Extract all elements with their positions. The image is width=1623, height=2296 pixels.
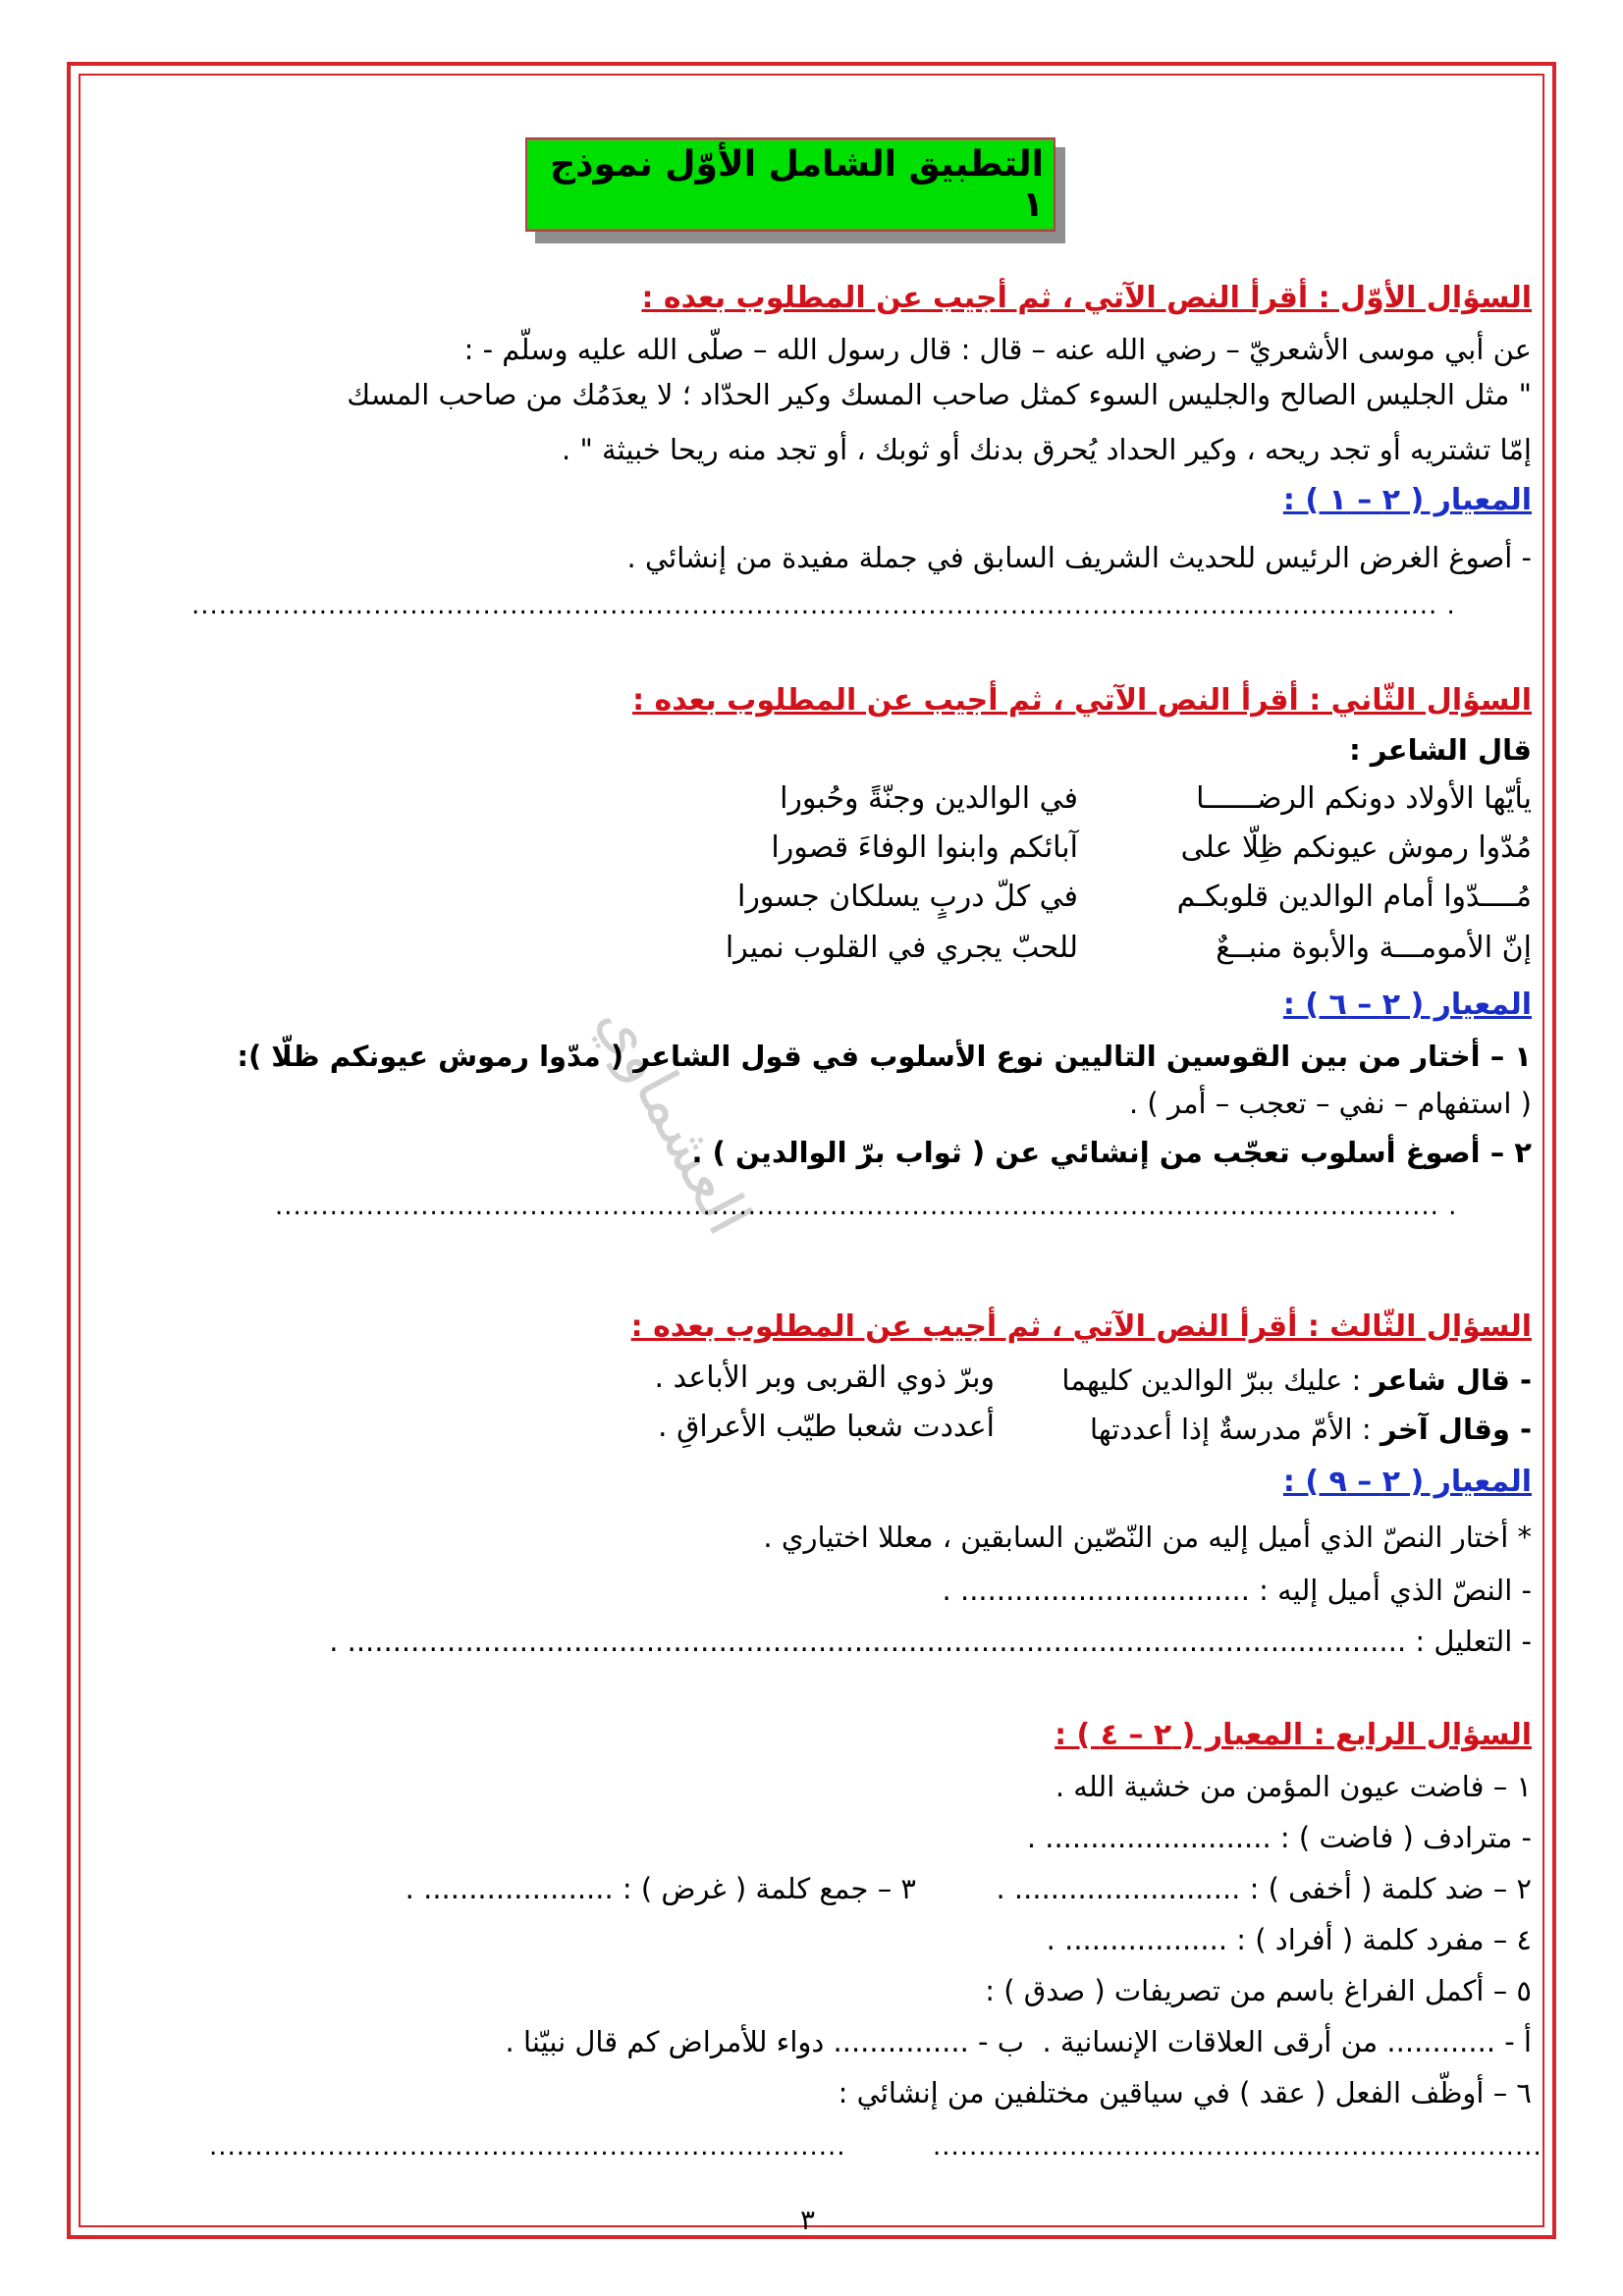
verse-4-second: للحبّ يجري في القلوب نميرا	[725, 931, 1078, 965]
q4-fill-a-field[interactable]: أ - ............ من أرقى العلاقات الإنسانية .	[1042, 2025, 1532, 2058]
verse-1-first: يأيّها الأولاد دونكم الرضــــــا	[1196, 781, 1532, 816]
q1-criterion: المعيار ( ٢ – ١ ) :	[1282, 483, 1532, 517]
q3-text-1-label: - قال شاعر	[1370, 1363, 1532, 1397]
q3-text-2	[1090, 1410, 1532, 1449]
q3-text-2-second: أعددت شعبا طيّب الأعراقِ .	[658, 1410, 995, 1444]
q3-task: * أختار النصّ الذي أميل إليه من النّصّين السابقين ، معللا اختياري .	[763, 1521, 1532, 1554]
q2-heading: السؤال الثّاني : أقرأ النص الآتي ، ثم أجيب عن المطلوب بعده :	[632, 683, 1532, 718]
q4-fill-b-field[interactable]: ب - ............... دواء للأمراض كم قال نبيّنا .	[505, 2025, 1024, 2058]
q2-answer-line[interactable]: ................................................................................................................................ .	[275, 1192, 1458, 1221]
verse-3-second: في كلّ دربٍ يسلكان جسورا	[737, 880, 1078, 914]
title-banner	[525, 137, 1065, 243]
q4-antonym-field[interactable]: ٢ – ضد كلمة ( أخفى ) : ......................... .	[996, 1872, 1532, 1905]
q2-task-1: ١ – أختار من بين القوسين التاليين نوع الأسلوب في قول الشاعر ( مدّوا رموش عيونكم ظلّا ):	[237, 1040, 1532, 1073]
q4-use-verb: ٦ – أوظّف الفعل ( عقد ) في سياقين مختلفين من إنشائي :	[838, 2076, 1532, 2109]
q4-answer-right[interactable]: ...................................................................	[933, 2132, 1542, 2162]
q1-text-line-3: إمّا تشتريه أو تجد ريحه ، وكير الحداد يُحرق بدنك أو ثوبك ، أو تجد منه ريحا خبيثة " .	[562, 433, 1532, 466]
q3-text-1	[1061, 1361, 1532, 1400]
q3-reason-field[interactable]: - التعليل : ..................................................................................................................... .	[329, 1625, 1532, 1658]
q4-singular-field[interactable]: ٤ – مفرد كلمة ( أفراد ) : .................. .	[1046, 1923, 1532, 1956]
q4-synonym-field[interactable]: - مترادف ( فاضت ) : ......................... .	[1026, 1821, 1532, 1854]
verse-2-first: مُدّوا رموش عيونكم ظِلّا على	[1180, 830, 1532, 865]
q2-poet-label: قال الشاعر :	[1349, 733, 1532, 767]
q4-plural-field[interactable]: ٣ – جمع كلمة ( غرض ) : ..................... .	[405, 1872, 916, 1905]
q1-text-line-1: عن أبي موسى الأشعريّ – رضي الله عنه – قال : قال رسول الله – صلّى الله عليه وسلّم - :	[463, 333, 1532, 366]
title-box	[525, 137, 1055, 232]
q2-criterion: المعيار ( ٢ – ٦ ) :	[1282, 988, 1532, 1022]
watermark: العشماوي	[584, 991, 766, 1247]
q4-sentence: ١ – فاضت عيون المؤمن من خشية الله .	[1055, 1770, 1532, 1803]
verse-3-first: مُــــدّوا أمام الوالدين قلوبكـم	[1176, 880, 1532, 914]
q3-heading: السؤال الثّالث : أقرأ النص الآتي ، ثم أجيب عن المطلوب بعده :	[630, 1309, 1532, 1344]
q1-task: - أصوغ الغرض الرئيس للحديث الشريف السابق في جملة مفيدة من إنشائي .	[626, 541, 1532, 574]
verse-2-second: آبائكم وابنوا الوفاءَ قصورا	[771, 830, 1078, 865]
q1-text-line-2: " مثل الجليس الصالح والجليس السوء كمثل صاحب المسك وكير الحدّاد ؛ لا يعدَمُك من صاحب المسك	[347, 378, 1532, 411]
q3-text-2-label: - وقال آخر	[1380, 1413, 1532, 1446]
q2-task-2: ٢ – أصوغ أسلوب تعجّب من إنشائي عن ( ثواب برّ الوالدين ) .	[691, 1136, 1532, 1169]
q1-answer-line[interactable]: ......................................................................................................................................... .	[191, 591, 1456, 620]
q3-text-1-first: : عليك ببرّ الوالدين كليهما	[1061, 1363, 1362, 1397]
q4-answer-left[interactable]: ......................................................................	[209, 2132, 846, 2162]
q4-fill-instruction: ٥ – أكمل الفراغ باسم من تصريفات ( صدق ) :	[985, 1974, 1532, 2007]
q1-heading: السؤال الأوّل : أقرأ النص الآتي ، ثم أجيب عن المطلوب بعده :	[641, 281, 1532, 315]
q3-text-2-first: : الأمّ مدرسةٌ إذا أعددتها	[1089, 1413, 1372, 1446]
page-number: ٣	[800, 2204, 816, 2236]
verse-4-first: إنّ الأمومـــة والأبوة منبــعٌ	[1216, 931, 1532, 965]
verse-1-second: في الوالدين وجنّةً وحُبورا	[780, 781, 1078, 816]
q2-options: ( استفهام – نفي – تعجب – أمر ) .	[1128, 1087, 1532, 1120]
q3-criterion: المعيار ( ٢ – ٩ ) :	[1282, 1465, 1532, 1499]
q4-heading: السؤال الرابع : المعيار ( ٢ – ٤ ) :	[1055, 1718, 1532, 1752]
q3-text-1-second: وبرّ ذوي القربى وبر الأباعد .	[654, 1361, 995, 1395]
page-title: التطبيق الشامل الأوّل نموذج ١	[527, 140, 1054, 229]
q3-preferred-text-field[interactable]: - النصّ الذي أميل إليه : ................................ .	[942, 1574, 1532, 1607]
